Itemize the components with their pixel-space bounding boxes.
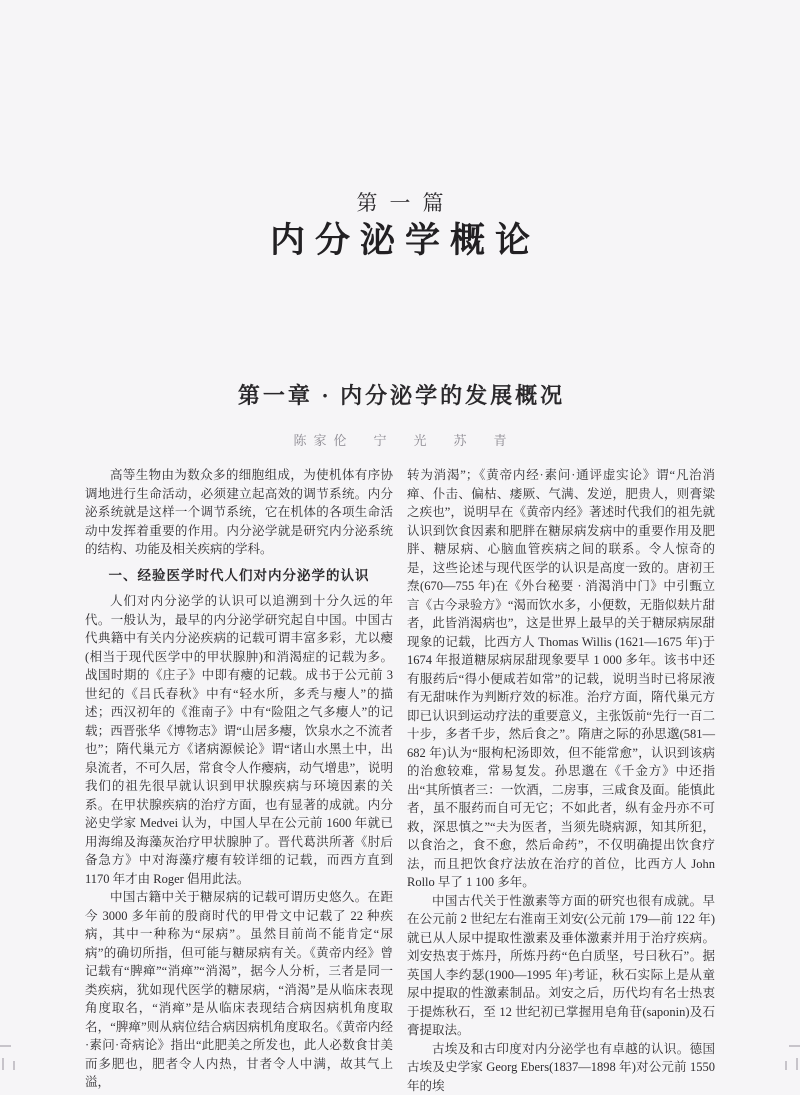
crop-mark-bottom-left [0, 1045, 11, 1047]
crop-mark-bottom-right [785, 1061, 787, 1070]
paragraph: 古埃及和古印度对内分泌学也有卓越的认识。德国古埃及史学家 Georg Ebers(1837—1898 年)对公元前 1550 年的埃 [407, 1040, 715, 1095]
paragraph: 高等生物由为数众多的细胞组成，为使机体有序协调地进行生命活动，必须建立起高效的调节系统。内分泌系统就是这样一个调节系统，它在机体的各项生命活动中发挥着重要的作用。内分泌学就是研究内分泌系统的结构、功能及相关疾病的学科。 [85, 466, 393, 559]
paragraph: 人们对内分泌学的认识可以追溯到十分久远的年代。一般认为，最早的内分泌学研究起自中国。中国古代典籍中有关内分泌疾病的记载可谓丰富多彩，尤以瘿(相当于现代医学中的甲状腺肿)和消渴症的记载为多。战国时期的《庄子》中即有瘿的记载。成书于公元前 3 世纪的《吕氏春秋》中有“轻水所，多秃与瘿人”的描述；西汉初年的《淮南子》中有“险阻之气多瘿人”的记载；西晋张华《博物志》谓“山居多瘿，饮泉水之不流者也”；隋代巢元方《诸病源候论》谓“诸山水黑土中，出泉流者，不可久居，常食令人作瘿病，动气增患”，说明我们的祖先很早就认识到甲状腺疾病与环境因素的关系。在甲状腺疾病的治疗方面，也有显著的成就。内分泌史学家 Medvei 认为，中国人早在公元前 1600 年就已用海绵及海藻灰治疗甲状腺肿了。晋代葛洪所著《肘后备急方》中对海藻疗瘿有较详细的记载，而西方直到 1170 年才由 Roger 倡用此法。 [85, 592, 393, 888]
crop-mark-bottom-right [796, 1058, 798, 1070]
crop-mark-bottom-left [13, 1061, 15, 1070]
paragraph: 中国古代关于性激素等方面的研究也很有成就。早在公元前 2 世纪左右淮南王刘安(公元前 179—前 122 年)就已从人尿中提取性激素及垂体激素并用于治疗疾病。刘安热衷于炼丹，所炼丹药“色白质坚，号曰秋石”。据英国人李约瑟(1900—1995 年)考证，秋石实际上是从童尿中提取的性激素制品。刘安之后，历代均有名士热衷于提炼秋石，至 12 世纪初已掌握用皂角苷(saponin)及石膏提取法。 [407, 892, 715, 1040]
crop-mark-bottom-right [789, 1045, 800, 1047]
section-heading: 一、经验医学时代人们对内分泌学的认识 [85, 567, 393, 586]
chapter-title: 第一章 · 内分泌学的发展概况 [0, 379, 800, 410]
authors-line: 陈家伦 宁 光 苏 青 [0, 430, 800, 449]
part-number: 第一篇 [0, 187, 800, 217]
left-column [85, 466, 393, 1095]
paragraph: 中国古籍中关于糖尿病的记载可谓历史悠久。在距今 3000 多年前的殷商时代的甲骨文中记载了 22 种疾病，其中一种称为“尿病”。虽然目前尚不能肯定“尿病”的确切所指，但可能与糖尿病有关。《黄帝内经》曾记载有“脾瘅”“消瘅”“消渴”，据今人分析，三者是同一类疾病，犹如现代医学的糖尿病，“消渴”是从临床表现角度取名，“消瘅”是从临床表现结合病因病机角度取名，“脾瘅”则从病位结合病因病机角度取名。《黄帝内经·素问·奇病论》指出“此肥美之所发也，此人必数食甘美而多肥也，肥者令人内热，甘者令人中满，故其气上溢， [85, 888, 393, 1092]
part-title: 内分泌学概论 [0, 213, 800, 263]
crop-mark-bottom-left [2, 1058, 4, 1070]
right-column [407, 466, 715, 1095]
paragraph: 转为消渴”；《黄帝内经·素问·通评虚实论》谓“凡治消瘅、仆击、偏枯、痿厥、气满、发逆，肥贵人，则膏粱之疾也”，说明早在《黄帝内经》著述时代我们的祖先就认识到饮食因素和肥胖在糖尿病发病中的重要作用及肥胖、糖尿病、心脑血管疾病之间的联系。令人惊奇的是，这些论述与现代医学的认识是高度一致的。唐初王焘(670—755 年)在《外台秘要 · 消渴消中门》中引甄立言《古今录验方》“渴而饮水多，小便数，无脂似麸片甜者，此皆消渴病也”，这是世界上最早的关于糖尿病尿甜现象的记载，比西方人 Thomas Willis (1621—1675 年)于 1674 年报道糖尿病尿甜现象要早 1 000 多年。该书中还有服药后“得小便咸若如常”的记载，说明当时已将尿液有无甜味作为判断疗效的标准。治疗方面，隋代巢元方即已认识到运动疗法的重要意义，主张饭前“先行一百二十步，多者千步，然后食之”。隋唐之际的孙思邈(581—682 年)认为“服枸杞汤即效，但不能常愈”，认识到该病的治愈较难，常易复发。孙思邈在《千金方》中还指出“其所慎者三：一饮酒，二房事，三咸食及面。能慎此者，虽不服药而自可无它；不如此者，纵有金丹亦不可救，深思慎之”“夫为医者，当须先晓病源，知其所犯，以食治之，食不愈，然后命药”，不仅明确提出饮食疗法，而且把饮食疗法放在治疗的首位，比西方人 John Rollo 早了 1 100 多年。 [407, 466, 715, 892]
body-text [85, 466, 715, 1095]
